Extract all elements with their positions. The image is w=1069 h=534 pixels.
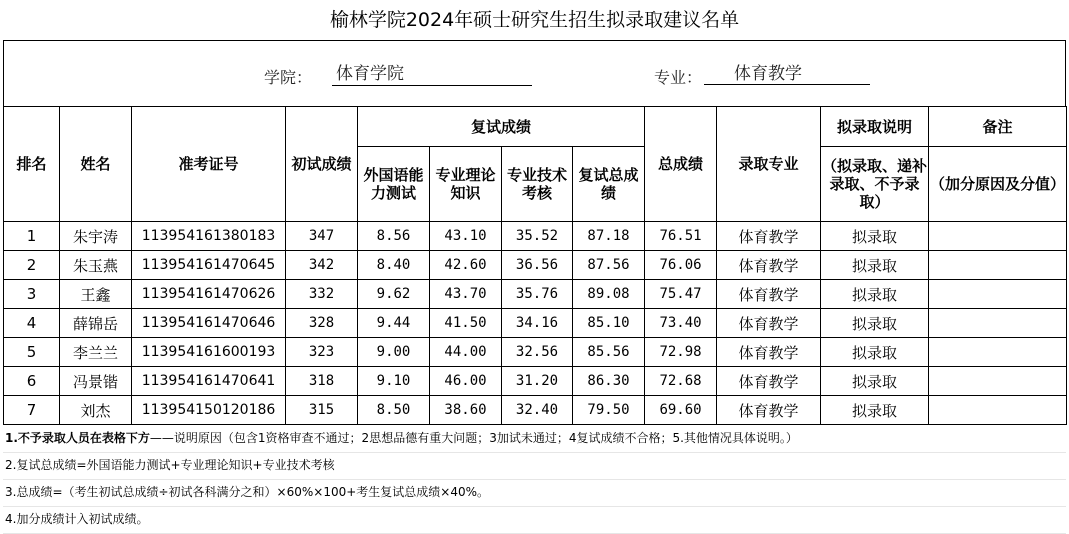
cell-skill: 34.16	[502, 309, 573, 338]
cell-initial-score: 315	[286, 396, 358, 425]
admission-table	[3, 106, 1067, 425]
cell-foreign: 9.00	[358, 338, 430, 367]
cell-rank: 1	[4, 222, 60, 251]
cell-admit-major: 体育教学	[717, 338, 821, 367]
cell-status: 拟录取	[821, 367, 929, 396]
cell-admit-major: 体育教学	[717, 280, 821, 309]
cell-foreign: 9.62	[358, 280, 430, 309]
cell-theory: 44.00	[430, 338, 502, 367]
cell-status: 拟录取	[821, 338, 929, 367]
header-exam-id: 准考证号	[132, 107, 286, 222]
cell-retest-total: 87.18	[573, 222, 645, 251]
table-row	[4, 222, 1067, 251]
cell-admit-major: 体育教学	[717, 396, 821, 425]
cell-foreign: 9.44	[358, 309, 430, 338]
cell-foreign: 8.40	[358, 251, 430, 280]
note-1-text: ——说明原因（包含1资格审查不通过；2思想品德有重大问题；3加试未通过；4复试成绩不合格；5.其他情况具体说明。）	[149, 431, 798, 445]
cell-remark	[929, 367, 1067, 396]
cell-admit-major: 体育教学	[717, 222, 821, 251]
header-initial-score: 初试成绩	[286, 107, 358, 222]
cell-retest-total: 85.56	[573, 338, 645, 367]
cell-skill: 36.56	[502, 251, 573, 280]
cell-foreign: 8.50	[358, 396, 430, 425]
cell-total: 69.60	[645, 396, 717, 425]
header-remark: 备注	[929, 107, 1067, 147]
cell-skill: 32.40	[502, 396, 573, 425]
cell-total: 72.68	[645, 367, 717, 396]
notes-section	[3, 426, 1066, 534]
cell-theory: 38.60	[430, 396, 502, 425]
note-4: 4.加分成绩计入初试成绩。	[3, 507, 1066, 534]
cell-foreign: 9.10	[358, 367, 430, 396]
header-rank: 排名	[4, 107, 60, 222]
cell-exam-id: 113954161470645	[132, 251, 286, 280]
cell-name: 刘杰	[60, 396, 132, 425]
table-row	[4, 367, 1067, 396]
cell-admit-major: 体育教学	[717, 251, 821, 280]
cell-rank: 6	[4, 367, 60, 396]
cell-initial-score: 318	[286, 367, 358, 396]
cell-admit-major: 体育教学	[717, 309, 821, 338]
cell-status: 拟录取	[821, 222, 929, 251]
cell-name: 李兰兰	[60, 338, 132, 367]
header-admission-note: 拟录取说明	[821, 107, 929, 147]
cell-name: 朱宇涛	[60, 222, 132, 251]
cell-name: 薛锦岳	[60, 309, 132, 338]
cell-rank: 2	[4, 251, 60, 280]
cell-retest-total: 85.10	[573, 309, 645, 338]
header-retest: 复试成绩	[358, 107, 645, 147]
header-foreign: 外国语能力测试	[358, 147, 430, 222]
cell-status: 拟录取	[821, 251, 929, 280]
college-label: 学院：	[264, 68, 313, 87]
table-row	[4, 396, 1067, 425]
cell-theory: 41.50	[430, 309, 502, 338]
note-2: 2.复试总成绩=外国语能力测试+专业理论知识+专业技术考核	[3, 453, 1066, 480]
cell-retest-total: 79.50	[573, 396, 645, 425]
cell-initial-score: 332	[286, 280, 358, 309]
cell-exam-id: 113954161380183	[132, 222, 286, 251]
college-value: 体育学院	[332, 63, 532, 86]
header-name: 姓名	[60, 107, 132, 222]
info-section	[3, 40, 1066, 106]
cell-remark	[929, 222, 1067, 251]
table-row	[4, 280, 1067, 309]
cell-total: 73.40	[645, 309, 717, 338]
cell-skill: 31.20	[502, 367, 573, 396]
cell-retest-total: 86.30	[573, 367, 645, 396]
cell-exam-id: 113954161470646	[132, 309, 286, 338]
note-3: 3.总成绩=（考生初试总成绩÷初试各科满分之和）×60%×100+考生复试总成绩×40%。	[3, 480, 1066, 507]
cell-remark	[929, 338, 1067, 367]
cell-total: 76.06	[645, 251, 717, 280]
cell-exam-id: 113954150120186	[132, 396, 286, 425]
cell-total: 76.51	[645, 222, 717, 251]
major-value: 体育教学	[704, 63, 870, 85]
page-title: 榆林学院2024年硕士研究生招生拟录取建议名单	[329, 9, 740, 31]
cell-exam-id: 113954161600193	[132, 338, 286, 367]
cell-status: 拟录取	[821, 396, 929, 425]
cell-total: 72.98	[645, 338, 717, 367]
cell-initial-score: 347	[286, 222, 358, 251]
cell-initial-score: 323	[286, 338, 358, 367]
cell-admit-major: 体育教学	[717, 367, 821, 396]
table-row	[4, 338, 1067, 367]
cell-remark	[929, 251, 1067, 280]
cell-theory: 46.00	[430, 367, 502, 396]
major-label: 专业：	[654, 68, 703, 87]
header-admission-note-sub: （拟录取、递补录取、不予录取）	[821, 147, 929, 222]
cell-rank: 5	[4, 338, 60, 367]
header-theory: 专业理论知识	[430, 147, 502, 222]
cell-rank: 3	[4, 280, 60, 309]
table-row	[4, 251, 1067, 280]
cell-name: 朱玉燕	[60, 251, 132, 280]
cell-theory: 43.70	[430, 280, 502, 309]
table-row	[4, 309, 1067, 338]
cell-status: 拟录取	[821, 309, 929, 338]
cell-status: 拟录取	[821, 280, 929, 309]
cell-retest-total: 87.56	[573, 251, 645, 280]
header-skill: 专业技术考核	[502, 147, 573, 222]
cell-foreign: 8.56	[358, 222, 430, 251]
cell-remark	[929, 280, 1067, 309]
cell-total: 75.47	[645, 280, 717, 309]
cell-skill: 35.76	[502, 280, 573, 309]
cell-rank: 7	[4, 396, 60, 425]
cell-initial-score: 328	[286, 309, 358, 338]
cell-remark	[929, 396, 1067, 425]
note-1-bold: 1.不予录取人员在表格下方	[5, 431, 150, 445]
header-retest-total: 复试总成绩	[573, 147, 645, 222]
cell-theory: 43.10	[430, 222, 502, 251]
header-remark-sub: （加分原因及分值）	[929, 147, 1067, 222]
cell-exam-id: 113954161470641	[132, 367, 286, 396]
cell-rank: 4	[4, 309, 60, 338]
cell-remark	[929, 309, 1067, 338]
cell-skill: 35.52	[502, 222, 573, 251]
cell-retest-total: 89.08	[573, 280, 645, 309]
note-1	[3, 426, 1066, 453]
cell-name: 冯景锴	[60, 367, 132, 396]
cell-name: 王鑫	[60, 280, 132, 309]
cell-initial-score: 342	[286, 251, 358, 280]
cell-theory: 42.60	[430, 251, 502, 280]
header-admit-major: 录取专业	[717, 107, 821, 222]
cell-exam-id: 113954161470626	[132, 280, 286, 309]
header-total: 总成绩	[645, 107, 717, 222]
cell-skill: 32.56	[502, 338, 573, 367]
